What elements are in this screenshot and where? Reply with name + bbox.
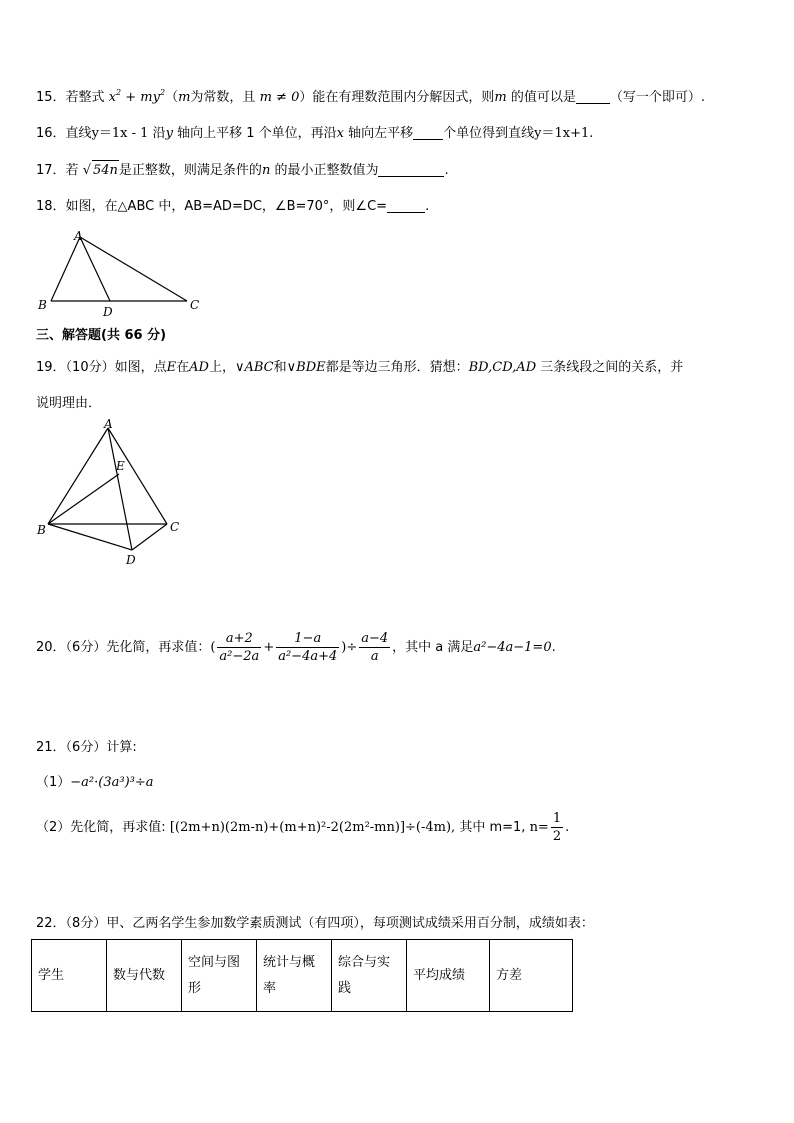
table-header-row (32, 940, 573, 1012)
table-header-cell: 学生 (32, 940, 107, 1012)
table-header-cell: 方差 (490, 940, 573, 1012)
answer-blank[interactable] (576, 89, 610, 104)
question-21-part-1: （1）−a²·(3a³)³÷a (36, 775, 154, 790)
fraction: $\frac{1-a}{\text{a²−4a+4}}$ (278, 631, 338, 664)
table-header-cell: 空间与图形 (182, 940, 257, 1012)
q15-number: 15． (36, 90, 66, 105)
label-c: C (170, 520, 180, 534)
answer-blank[interactable] (413, 125, 443, 140)
question-17: 17．若 √ 54n是正整数，则满足条件的n 的最小正整数值为 . (36, 160, 449, 181)
label-b: B (38, 298, 47, 312)
label-d: D (103, 305, 113, 319)
question-21: 21．（6分）计算: (36, 740, 137, 755)
question-15: 15．若整式 $x^2 + my^2(m$为常数，且 m ≠ 0）能在有理数范围内分解因式，则m 的值可以是 （写一个即可）. (36, 88, 705, 105)
question-21-part-2: （2）先化简，再求值: [(2m+n)(2m-n)+(m+n)²-2(2m²-mn)]÷(-4m), 其中 m=1, n= $\frac{1}{2}$ . (36, 811, 570, 844)
question-16: 16．直线y＝1x - 1 沿y 轴向上平移 1 个单位，再沿x 轴向左平移 个单位得到直线y＝1x+1. (36, 126, 594, 141)
fraction: $\frac{a-4}{a}$ (361, 631, 389, 664)
table-header-cell: 数与代数 (107, 940, 182, 1012)
question-18: 18．如图，在△ABC 中，AB=AD=DC，∠B=70°，则∠C= . (36, 199, 430, 214)
label-c: C (190, 298, 200, 312)
answer-blank[interactable] (378, 162, 444, 177)
question-19-cont: 说明理由． (36, 396, 102, 411)
score-table (31, 939, 573, 1012)
triangle-figure-19 (34, 416, 194, 572)
table-header-cell: 平均成绩 (407, 940, 490, 1012)
question-22: 22．（8分）甲、乙两名学生参加数学素质测试（有四项），每项测试成绩采用百分制，成绩如表： (36, 916, 594, 931)
label-d: D (126, 553, 136, 567)
section-heading: 三、解答题(共 66 分) (36, 328, 167, 343)
answer-blank[interactable] (387, 198, 425, 213)
label-a: A (74, 229, 83, 243)
label-a: A (104, 417, 113, 431)
q15-expression: $x^2 + my^2$ (108, 88, 166, 105)
fraction: $\frac{1}{2}$ (552, 811, 562, 844)
label-b: B (37, 523, 46, 537)
question-20: 20．（6分）先化简，再求值：( $\frac{a+2}{\text{a²−2a}}$ + $\frac{1-a}{\text{a²−4a+4}}$ )÷ $\frac{a-4}{a}$ ，其中 a 满足a²−4a−1=0. (36, 631, 556, 664)
label-e: E (116, 459, 125, 473)
table-header-cell: 综合与实践 (332, 940, 407, 1012)
fraction: $\frac{a+2}{\text{a²−2a}}$ (219, 631, 260, 664)
triangle-figure-18 (34, 228, 214, 320)
table-header-cell: 统计与概率 (257, 940, 332, 1012)
question-19: 19．（10分）如图，点E在AD上，∨ABC和∨BDE都是等边三角形．猜想：BD,CD,AD 三条线段之间的关系，并 (36, 360, 684, 375)
sqrt-expression: √ 54n (83, 163, 119, 178)
